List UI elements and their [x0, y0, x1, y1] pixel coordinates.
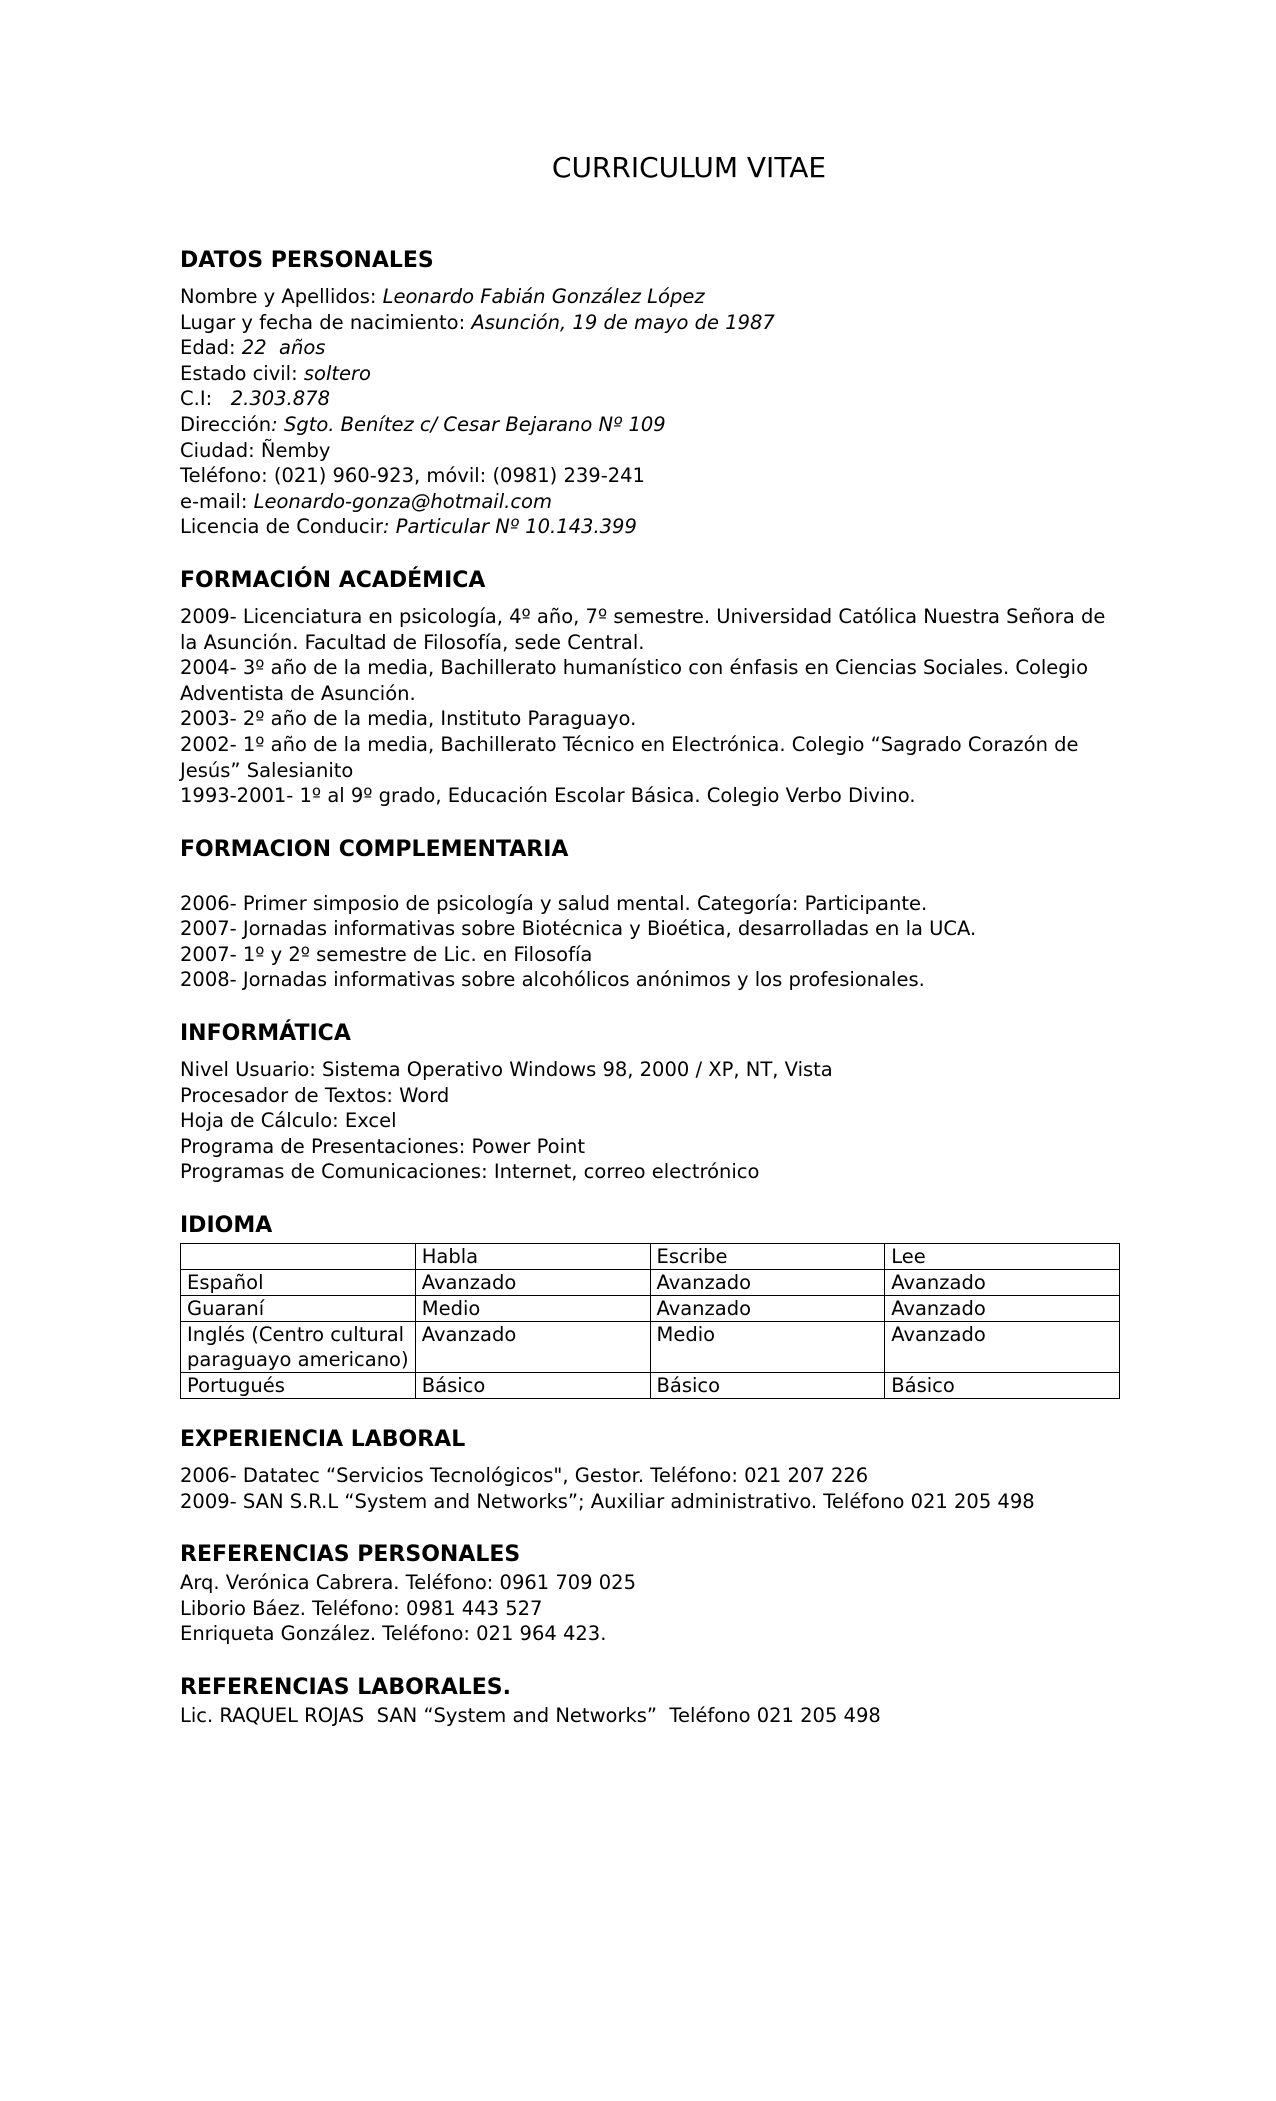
table-header-cell: Escribe — [650, 1244, 885, 1270]
table-cell: Avanzado — [415, 1322, 650, 1373]
list-item: Lic. RAQUEL ROJAS SAN “System and Networks” Teléfono 021 205 498 — [180, 1704, 881, 1727]
section-experiencia-laboral — [180, 1425, 1120, 1514]
table-cell: Avanzado — [415, 1270, 650, 1296]
section-heading: FORMACION COMPLEMENTARIA — [180, 836, 569, 862]
section-formacion-complementaria — [180, 835, 1120, 993]
list-item: Hoja de Cálculo: Excel — [180, 1109, 397, 1133]
section-formacion-academica — [180, 566, 1120, 809]
table-cell: Guaraní — [181, 1296, 416, 1322]
email-line: e-mail: Leonardo-gonza@hotmail.com — [180, 489, 552, 513]
list-item: 2004- 3º año de la media, Bachillerato humanístico con énfasis en Ciencias Sociales. Colegio Adventista de Asunción. — [180, 656, 1089, 705]
list-item: Arq. Verónica Cabrera. Teléfono: 0961 709 025 — [180, 1571, 636, 1595]
licencia-line: Licencia de Conducir: Particular Nº 10.143.399 — [180, 515, 637, 539]
estado-civil-value: soltero — [303, 361, 371, 385]
section-informatica — [180, 1019, 1120, 1185]
table-cell: Medio — [415, 1296, 650, 1322]
document-content — [180, 148, 1120, 1729]
section-heading: REFERENCIAS PERSONALES — [180, 1542, 521, 1568]
list-item: 2007- 1º y 2º semestre de Lic. en Filosofía — [180, 942, 593, 966]
section-referencias-personales — [180, 1540, 1120, 1647]
table-cell: Avanzado — [885, 1270, 1120, 1296]
table-cell: Avanzado — [650, 1296, 885, 1322]
table-header-cell: Habla — [415, 1244, 650, 1270]
table-cell: Medio — [650, 1322, 885, 1373]
table-cell: Básico — [650, 1373, 885, 1399]
list-item: Programa de Presentaciones: Power Point — [180, 1134, 586, 1158]
list-item: 2003- 2º año de la media, Instituto Paraguayo. — [180, 707, 637, 731]
ciudad-line: Ciudad: Ñemby — [180, 438, 331, 462]
licencia-value: : Particular Nº 10.143.399 — [383, 515, 637, 539]
language-table — [180, 1243, 1120, 1399]
table-cell: Inglés (Centro cultural paraguayo americano) — [181, 1322, 416, 1373]
list-item: Programas de Comunicaciones: Internet, correo electrónico — [180, 1160, 760, 1184]
nombre-line: Nombre y Apellidos: Leonardo Fabián González López — [180, 285, 705, 308]
list-item: Procesador de Textos: Word — [180, 1083, 450, 1107]
table-row — [181, 1296, 1120, 1322]
list-item: 2007- Jornadas informativas sobre Biotécnica y Bioética, desarrolladas en la UCA. — [180, 917, 977, 941]
nacimiento-line: Lugar y fecha de nacimiento: Asunción, 19 de mayo de 1987 — [180, 310, 775, 334]
nacimiento-value: Asunción, 19 de mayo de 1987 — [471, 310, 775, 334]
direccion-value: : Sgto. Benítez c/ Cesar Bejarano Nº 109 — [271, 412, 666, 436]
table-header-row — [181, 1244, 1120, 1270]
table-header-cell — [181, 1244, 416, 1270]
section-referencias-laborales — [180, 1673, 1120, 1729]
list-item: 2009- Licenciatura en psicología, 4º año, 7º semestre. Universidad Católica Nuestra Señora de la Asunción. Facultad de Filosofía, sede Central. — [180, 604, 1106, 654]
ci-value: 2.303.878 — [230, 387, 330, 411]
table-cell: Portugués — [181, 1373, 416, 1399]
table-row — [181, 1270, 1120, 1296]
edad-line: Edad: 22 años — [180, 336, 326, 360]
direccion-line: Dirección: Sgto. Benítez c/ Cesar Bejarano Nº 109 — [180, 412, 666, 436]
email-value: Leonardo-gonza@hotmail.com — [253, 489, 552, 513]
ci-line: C.I: 2.303.878 — [180, 387, 330, 411]
document-title: CURRICULUM VITAE — [551, 151, 827, 184]
section-idioma — [180, 1211, 1120, 1399]
table-cell: Español — [181, 1270, 416, 1296]
section-heading: DATOS PERSONALES — [180, 248, 434, 273]
list-item: Enriqueta González. Teléfono: 021 964 423. — [180, 1622, 607, 1646]
estado-civil-line: Estado civil: soltero — [180, 361, 371, 385]
table-cell: Avanzado — [650, 1270, 885, 1296]
telefono-line: Teléfono: (021) 960-923, móvil: (0981) 239-241 — [180, 464, 645, 488]
list-item: 2006- Datatec “Servicios Tecnológicos", Gestor. Teléfono: 021 207 226 — [180, 1464, 869, 1488]
table-cell: Avanzado — [885, 1296, 1120, 1322]
list-item: 2009- SAN S.R.L “System and Networks”; Auxiliar administrativo. Teléfono 021 205 498 — [180, 1489, 1035, 1513]
section-heading: EXPERIENCIA LABORAL — [180, 1427, 466, 1453]
table-cell: Básico — [415, 1373, 650, 1399]
section-heading: REFERENCIAS LABORALES. — [180, 1675, 511, 1700]
edad-value: 22 años — [241, 336, 326, 360]
list-item: 1993-2001- 1º al 9º grado, Educación Escolar Básica. Colegio Verbo Divino. — [180, 784, 916, 808]
list-item: 2002- 1º año de la media, Bachillerato Técnico en Electrónica. Colegio “Sagrado Corazón de Jesús” Salesianito — [180, 732, 1079, 782]
section-heading: INFORMÁTICA — [180, 1021, 351, 1047]
section-heading: FORMACIÓN ACADÉMICA — [180, 567, 486, 593]
list-item: Liborio Báez. Teléfono: 0981 443 527 — [180, 1596, 543, 1620]
section-datos-personales — [180, 246, 1120, 540]
table-cell: Básico — [885, 1373, 1120, 1399]
table-row — [181, 1373, 1120, 1399]
table-header-cell: Lee — [885, 1244, 1120, 1270]
list-item: Nivel Usuario: Sistema Operativo Windows 98, 2000 / XP, NT, Vista — [180, 1058, 833, 1082]
list-item: 2006- Primer simposio de psicología y salud mental. Categoría: Participante. — [180, 891, 928, 915]
section-heading: IDIOMA — [180, 1213, 273, 1239]
nombre-value: Leonardo Fabián González López — [382, 285, 705, 308]
table-row — [181, 1322, 1120, 1373]
list-item: 2008- Jornadas informativas sobre alcohólicos anónimos y los profesionales. — [180, 968, 925, 992]
table-cell: Avanzado — [885, 1322, 1120, 1373]
